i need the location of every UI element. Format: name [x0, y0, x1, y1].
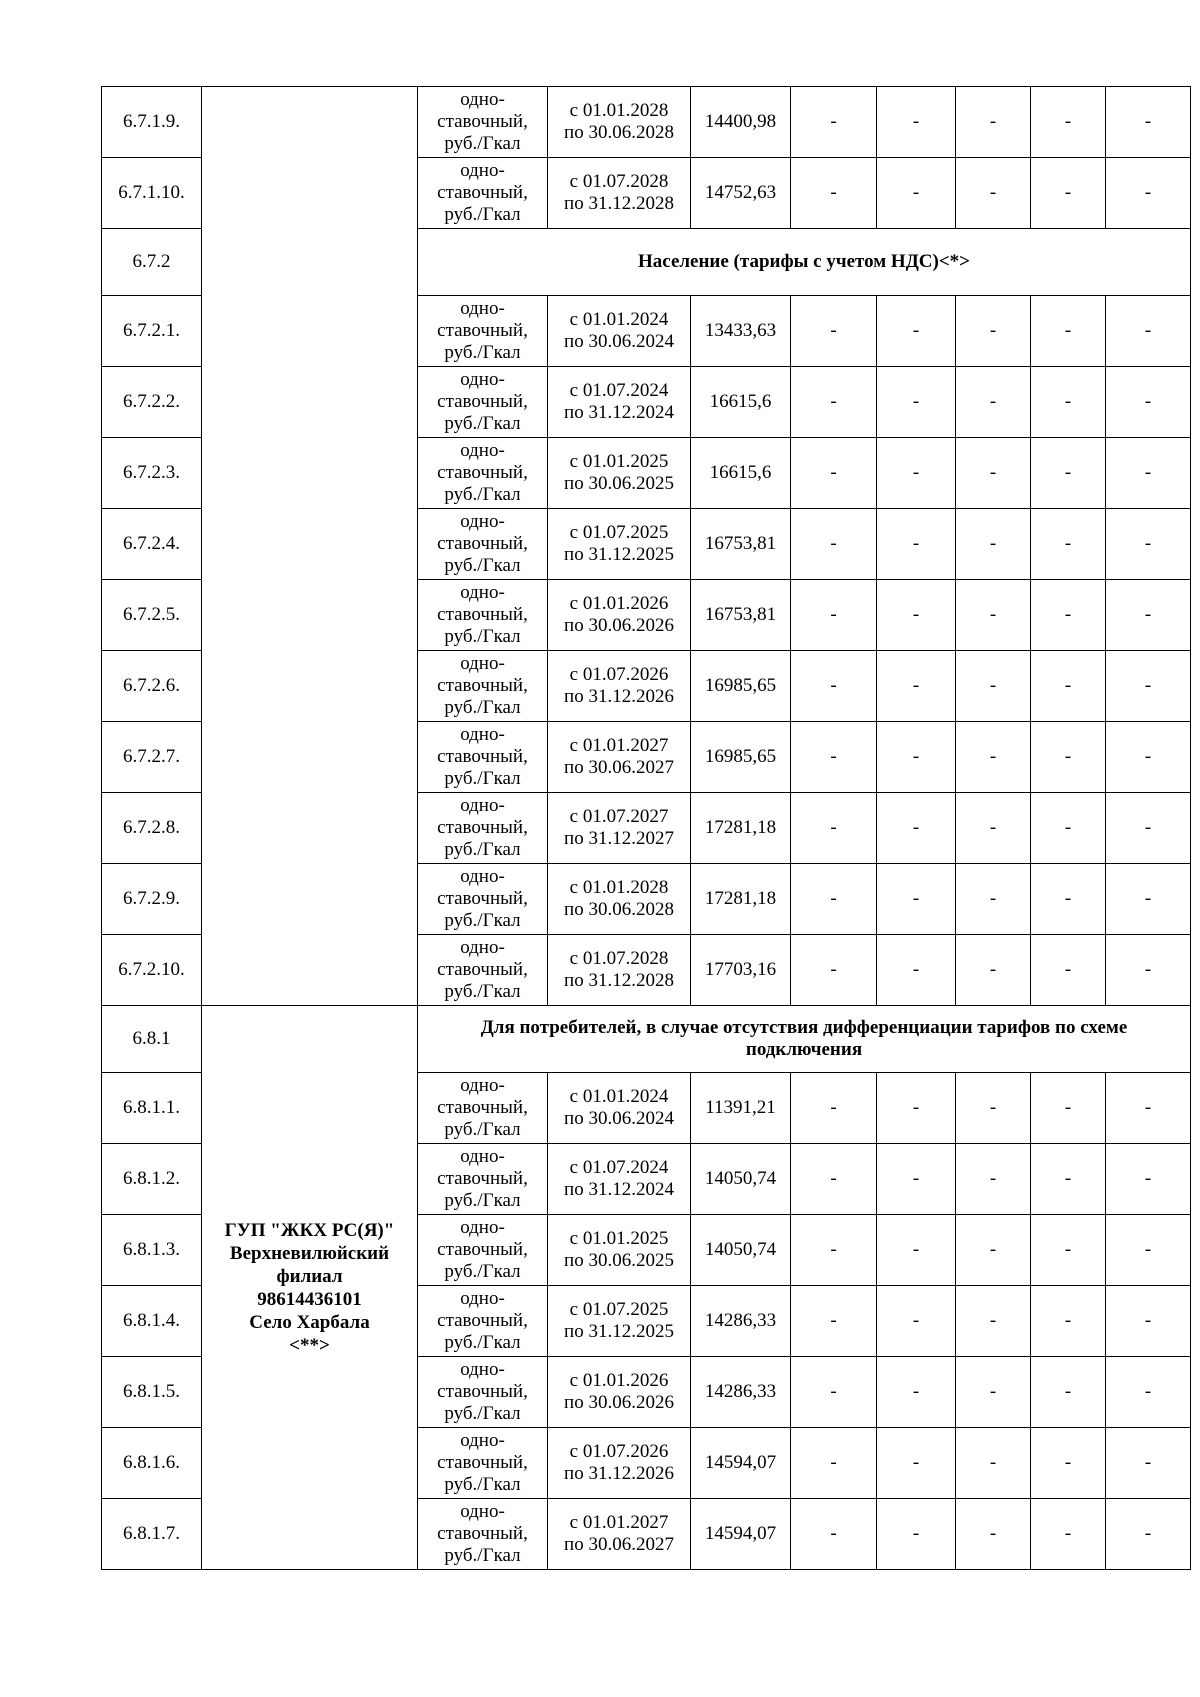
dash-cell: -	[1031, 1428, 1106, 1499]
tariff-value-cell: 14286,33	[691, 1357, 791, 1428]
dash-cell: -	[956, 1499, 1031, 1570]
dash-cell: -	[791, 864, 877, 935]
dash-cell: -	[956, 1428, 1031, 1499]
dash-cell: -	[956, 935, 1031, 1006]
tariff-type-cell: одно- ставочный, руб./Гкал	[418, 935, 548, 1006]
tariff-value-cell: 16985,65	[691, 722, 791, 793]
dash-cell: -	[877, 1073, 956, 1144]
dash-cell: -	[791, 1499, 877, 1570]
dash-cell: -	[1031, 1357, 1106, 1428]
table-row	[102, 87, 1191, 158]
dash-cell: -	[1031, 935, 1106, 1006]
dash-cell: -	[791, 651, 877, 722]
tariff-type-cell: одно- ставочный, руб./Гкал	[418, 438, 548, 509]
dash-cell: -	[791, 296, 877, 367]
dash-cell: -	[1106, 438, 1191, 509]
dash-cell: -	[877, 509, 956, 580]
tariff-value-cell: 14594,07	[691, 1499, 791, 1570]
dash-cell: -	[1106, 580, 1191, 651]
tariff-value-cell: 14594,07	[691, 1428, 791, 1499]
tariff-type-cell: одно- ставочный, руб./Гкал	[418, 509, 548, 580]
dash-cell: -	[956, 1073, 1031, 1144]
dash-cell: -	[1031, 1215, 1106, 1286]
tariff-type-cell: одно- ставочный, руб./Гкал	[418, 651, 548, 722]
organization-cell: ГУП "ЖКХ РС(Я)" Верхневилюйский филиал 98614436101 Село Харбала <**>	[202, 1006, 418, 1570]
dash-cell: -	[1106, 87, 1191, 158]
dash-cell: -	[1106, 722, 1191, 793]
dash-cell: -	[1106, 367, 1191, 438]
dash-cell: -	[791, 1215, 877, 1286]
tariff-type-cell: одно- ставочный, руб./Гкал	[418, 793, 548, 864]
period-cell: с 01.07.2025 по 31.12.2025	[548, 1286, 691, 1357]
tariff-value-cell: 14050,74	[691, 1215, 791, 1286]
row-number-cell: 6.8.1.1.	[102, 1073, 202, 1144]
period-cell: с 01.07.2025 по 31.12.2025	[548, 509, 691, 580]
dash-cell: -	[956, 509, 1031, 580]
dash-cell: -	[791, 509, 877, 580]
dash-cell: -	[877, 1499, 956, 1570]
tariff-value-cell: 17703,16	[691, 935, 791, 1006]
period-cell: с 01.01.2025 по 30.06.2025	[548, 438, 691, 509]
tariff-value-cell: 14050,74	[691, 1144, 791, 1215]
dash-cell: -	[1031, 793, 1106, 864]
row-number-cell: 6.7.2.3.	[102, 438, 202, 509]
period-cell: с 01.01.2026 по 30.06.2026	[548, 1357, 691, 1428]
tariff-value-cell: 14400,98	[691, 87, 791, 158]
period-cell: с 01.07.2028 по 31.12.2028	[548, 158, 691, 229]
row-number-cell: 6.7.2	[102, 229, 202, 296]
dash-cell: -	[877, 580, 956, 651]
row-number-cell: 6.8.1.5.	[102, 1357, 202, 1428]
dash-cell: -	[1106, 1073, 1191, 1144]
dash-cell: -	[1031, 87, 1106, 158]
row-number-cell: 6.7.2.1.	[102, 296, 202, 367]
row-number-cell: 6.7.2.7.	[102, 722, 202, 793]
tariff-type-cell: одно- ставочный, руб./Гкал	[418, 87, 548, 158]
dash-cell: -	[1031, 864, 1106, 935]
dash-cell: -	[791, 158, 877, 229]
dash-cell: -	[877, 296, 956, 367]
dash-cell: -	[956, 1357, 1031, 1428]
dash-cell: -	[877, 1286, 956, 1357]
tariff-type-cell: одно- ставочный, руб./Гкал	[418, 580, 548, 651]
dash-cell: -	[1106, 864, 1191, 935]
period-cell: с 01.07.2024 по 31.12.2024	[548, 367, 691, 438]
dash-cell: -	[1031, 1073, 1106, 1144]
tariff-value-cell: 16753,81	[691, 580, 791, 651]
dash-cell: -	[877, 1215, 956, 1286]
section-title-cell: Для потребителей, в случае отсутствия дифференциации тарифов по схеме подключения	[418, 1006, 1191, 1073]
row-number-cell: 6.7.2.5.	[102, 580, 202, 651]
row-number-cell: 6.8.1.7.	[102, 1499, 202, 1570]
tariff-value-cell: 11391,21	[691, 1073, 791, 1144]
dash-cell: -	[877, 935, 956, 1006]
period-cell: с 01.01.2024 по 30.06.2024	[548, 296, 691, 367]
row-number-cell: 6.8.1	[102, 1006, 202, 1073]
dash-cell: -	[956, 1286, 1031, 1357]
tariff-value-cell: 16615,6	[691, 367, 791, 438]
dash-cell: -	[1106, 651, 1191, 722]
tariff-value-cell: 13433,63	[691, 296, 791, 367]
dash-cell: -	[1106, 793, 1191, 864]
dash-cell: -	[956, 367, 1031, 438]
dash-cell: -	[1106, 1357, 1191, 1428]
dash-cell: -	[877, 1144, 956, 1215]
dash-cell: -	[877, 793, 956, 864]
dash-cell: -	[877, 651, 956, 722]
row-number-cell: 6.7.1.10.	[102, 158, 202, 229]
dash-cell: -	[877, 158, 956, 229]
dash-cell: -	[1106, 935, 1191, 1006]
period-cell: с 01.01.2025 по 30.06.2025	[548, 1215, 691, 1286]
tariff-type-cell: одно- ставочный, руб./Гкал	[418, 1073, 548, 1144]
dash-cell: -	[877, 1428, 956, 1499]
row-number-cell: 6.7.2.4.	[102, 509, 202, 580]
dash-cell: -	[956, 296, 1031, 367]
period-cell: с 01.07.2024 по 31.12.2024	[548, 1144, 691, 1215]
period-cell: с 01.07.2028 по 31.12.2028	[548, 935, 691, 1006]
row-number-cell: 6.8.1.4.	[102, 1286, 202, 1357]
dash-cell: -	[791, 722, 877, 793]
tariff-type-cell: одно- ставочный, руб./Гкал	[418, 722, 548, 793]
period-cell: с 01.01.2027 по 30.06.2027	[548, 722, 691, 793]
dash-cell: -	[1106, 1286, 1191, 1357]
organization-cell	[202, 87, 418, 1006]
section-row	[102, 1006, 1191, 1073]
row-number-cell: 6.7.2.8.	[102, 793, 202, 864]
tariff-type-cell: одно- ставочный, руб./Гкал	[418, 1215, 548, 1286]
dash-cell: -	[877, 722, 956, 793]
dash-cell: -	[1031, 651, 1106, 722]
dash-cell: -	[791, 935, 877, 1006]
dash-cell: -	[1031, 438, 1106, 509]
tariff-value-cell: 16615,6	[691, 438, 791, 509]
row-number-cell: 6.8.1.3.	[102, 1215, 202, 1286]
period-cell: с 01.07.2026 по 31.12.2026	[548, 1428, 691, 1499]
tariff-type-cell: одно- ставочный, руб./Гкал	[418, 1144, 548, 1215]
dash-cell: -	[1106, 1499, 1191, 1570]
tariff-type-cell: одно- ставочный, руб./Гкал	[418, 1357, 548, 1428]
period-cell: с 01.07.2027 по 31.12.2027	[548, 793, 691, 864]
dash-cell: -	[877, 438, 956, 509]
dash-cell: -	[1031, 509, 1106, 580]
dash-cell: -	[791, 1357, 877, 1428]
row-number-cell: 6.8.1.2.	[102, 1144, 202, 1215]
dash-cell: -	[1031, 367, 1106, 438]
tariff-type-cell: одно- ставочный, руб./Гкал	[418, 1428, 548, 1499]
dash-cell: -	[1031, 722, 1106, 793]
dash-cell: -	[791, 1286, 877, 1357]
dash-cell: -	[877, 1357, 956, 1428]
dash-cell: -	[1031, 580, 1106, 651]
tariff-value-cell: 14752,63	[691, 158, 791, 229]
tariff-type-cell: одно- ставочный, руб./Гкал	[418, 1499, 548, 1570]
tariff-value-cell: 14286,33	[691, 1286, 791, 1357]
tariff-type-cell: одно- ставочный, руб./Гкал	[418, 158, 548, 229]
section-title-cell: Население (тарифы с учетом НДС)<*>	[418, 229, 1191, 296]
tariff-type-cell: одно- ставочный, руб./Гкал	[418, 1286, 548, 1357]
dash-cell: -	[791, 793, 877, 864]
dash-cell: -	[1106, 1144, 1191, 1215]
dash-cell: -	[956, 864, 1031, 935]
period-cell: с 01.01.2027 по 30.06.2027	[548, 1499, 691, 1570]
dash-cell: -	[877, 87, 956, 158]
dash-cell: -	[956, 1144, 1031, 1215]
dash-cell: -	[956, 722, 1031, 793]
period-cell: с 01.01.2024 по 30.06.2024	[548, 1073, 691, 1144]
dash-cell: -	[1031, 1286, 1106, 1357]
period-cell: с 01.07.2026 по 31.12.2026	[548, 651, 691, 722]
dash-cell: -	[791, 1073, 877, 1144]
dash-cell: -	[877, 864, 956, 935]
tariff-table	[101, 86, 1191, 1570]
tariff-type-cell: одно- ставочный, руб./Гкал	[418, 864, 548, 935]
dash-cell: -	[791, 580, 877, 651]
row-number-cell: 6.7.2.2.	[102, 367, 202, 438]
row-number-cell: 6.7.2.9.	[102, 864, 202, 935]
period-cell: с 01.01.2028 по 30.06.2028	[548, 87, 691, 158]
tariff-value-cell: 17281,18	[691, 864, 791, 935]
period-cell: с 01.01.2028 по 30.06.2028	[548, 864, 691, 935]
tariff-value-cell: 17281,18	[691, 793, 791, 864]
dash-cell: -	[956, 793, 1031, 864]
period-cell: с 01.01.2026 по 30.06.2026	[548, 580, 691, 651]
row-number-cell: 6.8.1.6.	[102, 1428, 202, 1499]
dash-cell: -	[791, 1144, 877, 1215]
dash-cell: -	[956, 87, 1031, 158]
dash-cell: -	[791, 438, 877, 509]
dash-cell: -	[1031, 1144, 1106, 1215]
dash-cell: -	[1106, 1215, 1191, 1286]
dash-cell: -	[791, 1428, 877, 1499]
tariff-type-cell: одно- ставочный, руб./Гкал	[418, 367, 548, 438]
dash-cell: -	[791, 367, 877, 438]
row-number-cell: 6.7.1.9.	[102, 87, 202, 158]
dash-cell: -	[877, 367, 956, 438]
dash-cell: -	[1031, 1499, 1106, 1570]
dash-cell: -	[1106, 1428, 1191, 1499]
dash-cell: -	[956, 158, 1031, 229]
row-number-cell: 6.7.2.10.	[102, 935, 202, 1006]
dash-cell: -	[1106, 509, 1191, 580]
dash-cell: -	[956, 651, 1031, 722]
tariff-value-cell: 16753,81	[691, 509, 791, 580]
dash-cell: -	[1031, 158, 1106, 229]
tariff-type-cell: одно- ставочный, руб./Гкал	[418, 296, 548, 367]
dash-cell: -	[791, 87, 877, 158]
dash-cell: -	[1106, 158, 1191, 229]
dash-cell: -	[956, 438, 1031, 509]
dash-cell: -	[1106, 296, 1191, 367]
row-number-cell: 6.7.2.6.	[102, 651, 202, 722]
dash-cell: -	[956, 580, 1031, 651]
dash-cell: -	[956, 1215, 1031, 1286]
dash-cell: -	[1031, 296, 1106, 367]
tariff-value-cell: 16985,65	[691, 651, 791, 722]
